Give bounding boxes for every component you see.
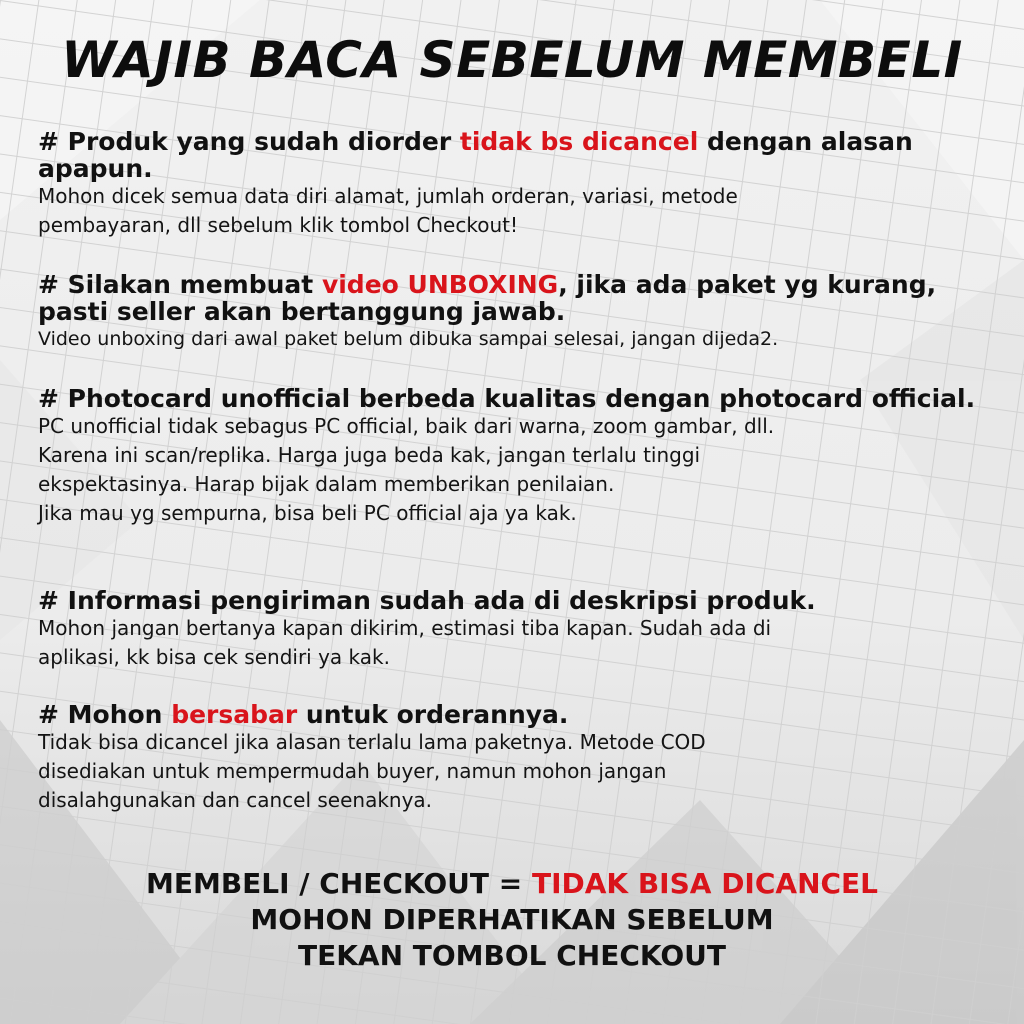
footer-text: MEMBELI / CHECKOUT = <box>145 867 532 900</box>
body-line: Mohon jangan bertanya kapan dikirim, estimasi tiba kapan. Sudah ada di <box>38 616 772 640</box>
notice-section-cancel <box>38 128 988 240</box>
footer-line-2: MOHON DIPERHATIKAN SEBELUM <box>250 903 774 936</box>
heading-highlight: video UNBOXING <box>321 270 559 299</box>
section-body <box>38 325 988 354</box>
notice-section-photocard <box>38 385 988 528</box>
body-line: disediakan untuk mempermudah buyer, namun mohon jangan <box>38 759 667 783</box>
heading-text: # Produk yang sudah diorder <box>38 127 460 156</box>
footer-highlight: TIDAK BISA DICANCEL <box>531 867 879 900</box>
section-heading <box>38 128 988 182</box>
heading-text: untuk orderannya. <box>297 700 569 729</box>
heading-highlight: bersabar <box>171 700 298 729</box>
footer-warning <box>0 866 1024 974</box>
body-line: PC unofficial tidak sebagus PC official, baik dari warna, zoom gambar, dll. <box>38 414 775 438</box>
body-line: Mohon dicek semua data diri alamat, jumlah orderan, variasi, metode <box>38 184 738 208</box>
heading-text: , jika ada paket yg kurang, pasti seller akan bertanggung jawab. <box>38 270 937 326</box>
heading-text: dengan alasan apapun. <box>38 127 913 183</box>
heading-highlight: tidak bs dicancel <box>459 127 699 156</box>
footer-line-1 <box>0 866 1024 902</box>
notice-section-shipping <box>38 587 988 672</box>
section-heading <box>38 385 988 412</box>
section-heading <box>38 701 988 728</box>
page-title: WAJIB BACA SEBELUM MEMBELI <box>61 31 963 89</box>
section-body <box>38 728 988 815</box>
notice-section-unboxing <box>38 271 988 354</box>
heading-text: # Informasi pengiriman sudah ada di deskripsi produk. <box>38 586 816 615</box>
heading-text: # Silakan membuat <box>38 270 322 299</box>
body-line: disalahgunakan dan cancel seenaknya. <box>38 788 433 812</box>
body-line: Video unboxing dari awal paket belum dibuka sampai selesai, jangan dijeda2. <box>38 328 779 350</box>
heading-text: # Mohon <box>38 700 172 729</box>
body-line: pembayaran, dll sebelum klik tombol Checkout! <box>38 213 518 237</box>
body-line: ekspektasinya. Harap bijak dalam memberikan penilaian. <box>38 472 615 496</box>
body-line: aplikasi, kk bisa cek sendiri ya kak. <box>38 645 390 669</box>
notice-section-patience <box>38 701 988 815</box>
heading-text: # Photocard unofficial berbeda kualitas dengan photocard official. <box>38 384 976 413</box>
body-line: Tidak bisa dicancel jika alasan terlalu lama paketnya. Metode COD <box>38 730 706 754</box>
section-heading <box>38 271 988 325</box>
body-line: Karena ini scan/replika. Harga juga beda kak, jangan terlalu tinggi <box>38 443 701 467</box>
section-heading <box>38 587 988 614</box>
section-body <box>38 182 988 240</box>
body-line: Jika mau yg sempurna, bisa beli PC official aja ya kak. <box>38 501 577 525</box>
footer-line-3: TEKAN TOMBOL CHECKOUT <box>297 939 726 972</box>
section-body <box>38 614 988 672</box>
section-body <box>38 412 988 528</box>
